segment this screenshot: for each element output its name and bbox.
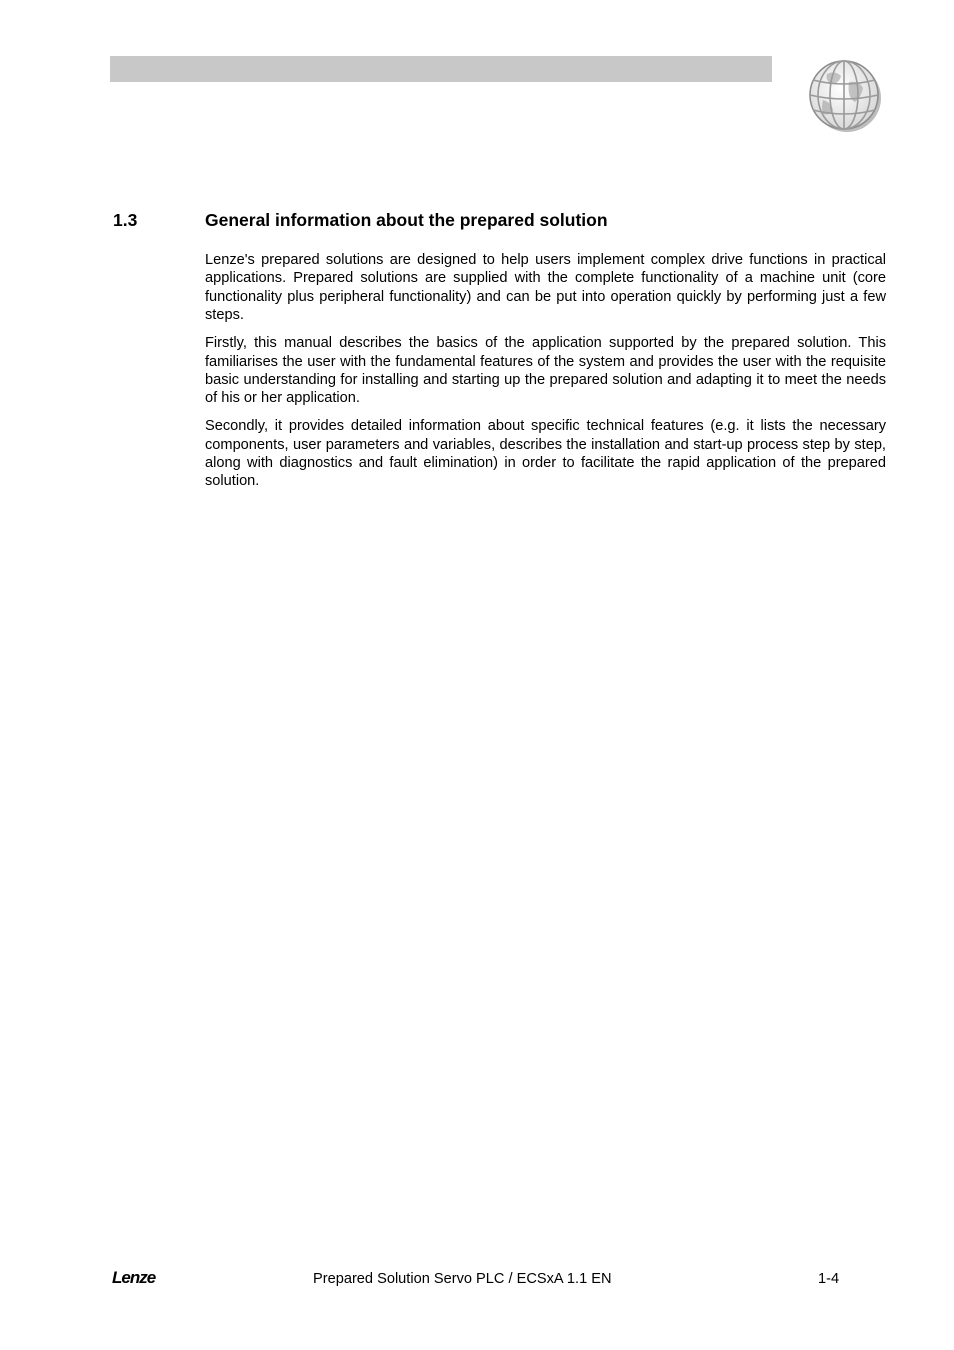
header-bar	[110, 56, 772, 82]
paragraph: Lenze's prepared solutions are designed to help users implement complex drive functions in practical applications. Prepared solutions are supplied with the complete functionality of a machine unit (core functionality plus peripheral functionality) and can be put into operation quickly by performing just a few steps.	[205, 252, 886, 324]
paragraph: Firstly, this manual describes the basics of the application supported by the prepared solution. This familiarises the user with the fundamental features of the system and provides the user with the requisite basic understanding for installing and starting up the prepared solution and adapting it to meet the needs of his or her application.	[205, 335, 886, 407]
page-number: 1-4	[818, 1271, 840, 1287]
footer	[0, 1268, 954, 1294]
lenze-logo: Lenze	[112, 1268, 156, 1287]
section-title: General information about the prepared solution	[205, 210, 608, 230]
section-number: 1.3	[113, 210, 138, 230]
paragraph: Secondly, it provides detailed information about specific technical features (e.g. it lists the necessary components, user parameters and variables, describes the installation and start-up process step by step, along with diagnostics and fault elimination) in order to facilitate the rapid application of the prepared solution.	[205, 418, 886, 490]
body-text	[205, 251, 886, 500]
globe-icon	[805, 60, 885, 134]
document-title: Prepared Solution Servo PLC / ECSxA 1.1 EN	[313, 1271, 612, 1287]
